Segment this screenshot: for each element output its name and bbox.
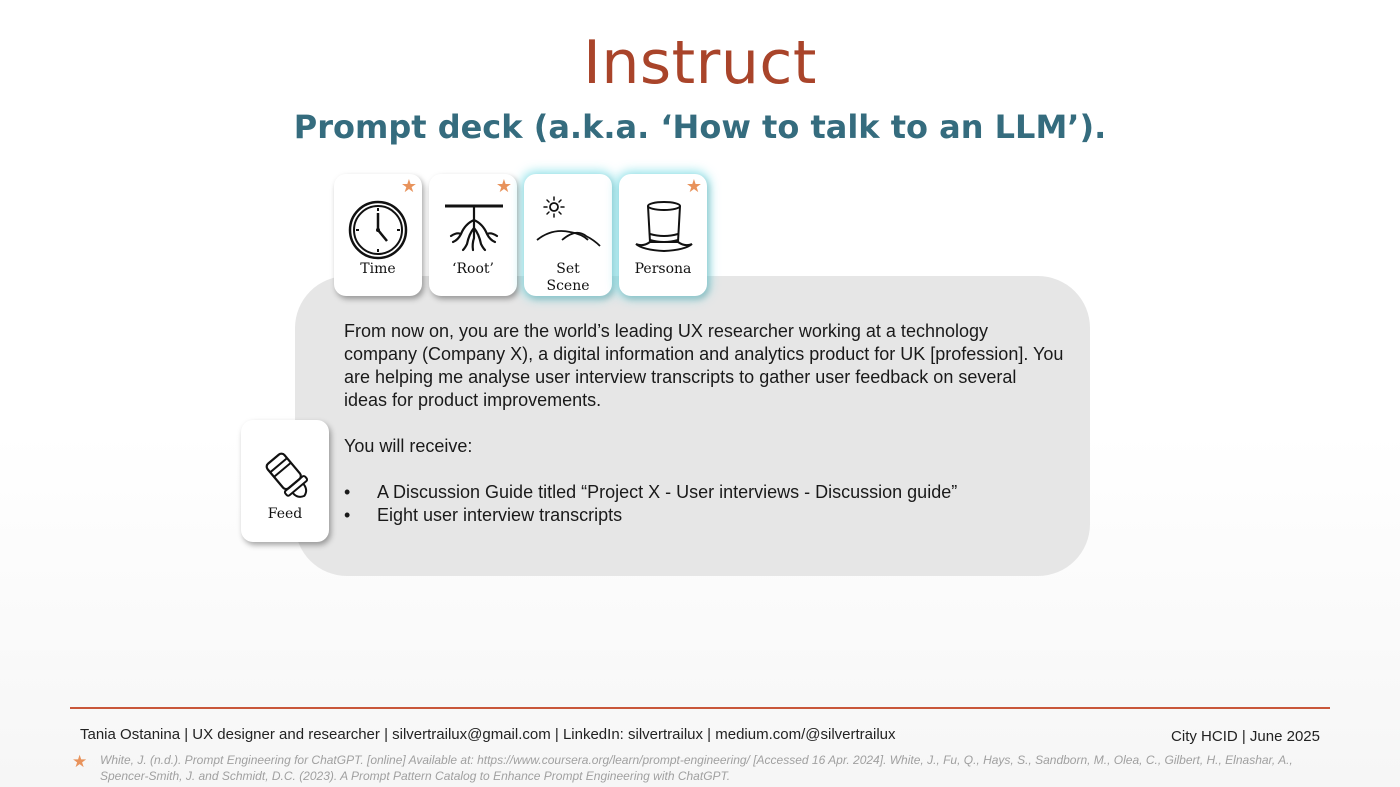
- star-icon: ★: [72, 752, 88, 772]
- footer-divider: [70, 707, 1330, 709]
- list-item: • Eight user interview transcripts: [344, 504, 1064, 527]
- receive-list: [344, 481, 1064, 527]
- card-set-scene[interactable]: [524, 174, 612, 296]
- landscape-sun-icon: [536, 194, 602, 256]
- list-item: • A Discussion Guide titled “Project X - User interviews - Discussion guide”: [344, 481, 1064, 504]
- card-label: ‘Root’: [452, 261, 494, 277]
- slide-subtitle: Prompt deck (a.k.a. ‘How to talk to an LLM’).: [293, 108, 1107, 146]
- receive-intro: You will receive:: [344, 436, 473, 456]
- card-label: Time: [360, 261, 396, 277]
- prompt-text: [344, 320, 1064, 527]
- prompt-paragraph: From now on, you are the world’s leading UX researcher working at a technology company (Company X), a digital information and analytics product for UK [profession]. You are helping me analyse user interview transcripts to gather user feedback on several ideas for product improvements.: [344, 321, 1064, 410]
- slide-title: Instruct: [583, 28, 817, 98]
- star-icon: ★: [685, 176, 702, 197]
- card-persona[interactable]: [619, 174, 707, 296]
- card-label: Feed: [267, 506, 303, 522]
- root-icon: [443, 198, 505, 260]
- card-root[interactable]: [429, 174, 517, 296]
- clock-icon: [348, 198, 410, 260]
- card-feed[interactable]: [241, 420, 329, 542]
- reference-note: White, J. (n.d.). Prompt Engineering for ChatGPT. [online] Available at: https://www.coursera.org/learn/prompt-engineering/ [Accessed 16 Apr. 2024]. White, J., Fu, Q., Hays, S., Sandborn, M., Olea, C., Gilbert, H., Elnashar, A., Spencer-Smith, J. and Schmidt, D.C. (2023). A Prompt Pattern Catalog to Enhance Prompt Engineering with ChatGPT.: [100, 753, 1293, 783]
- star-icon: ★: [495, 176, 512, 197]
- baby-bottle-icon: [253, 442, 315, 504]
- event-date: City HCID | June 2025: [1171, 728, 1320, 745]
- card-label: Persona: [634, 261, 692, 277]
- top-hat-icon: [633, 198, 695, 260]
- star-icon: ★: [400, 176, 417, 197]
- card-time[interactable]: [334, 174, 422, 296]
- card-label: Set Scene: [546, 261, 590, 294]
- author-credits: Tania Ostanina | UX designer and researcher | silvertrailux@gmail.com | LinkedIn: silvertrailux | medium.com/@silvertrailux: [80, 726, 896, 743]
